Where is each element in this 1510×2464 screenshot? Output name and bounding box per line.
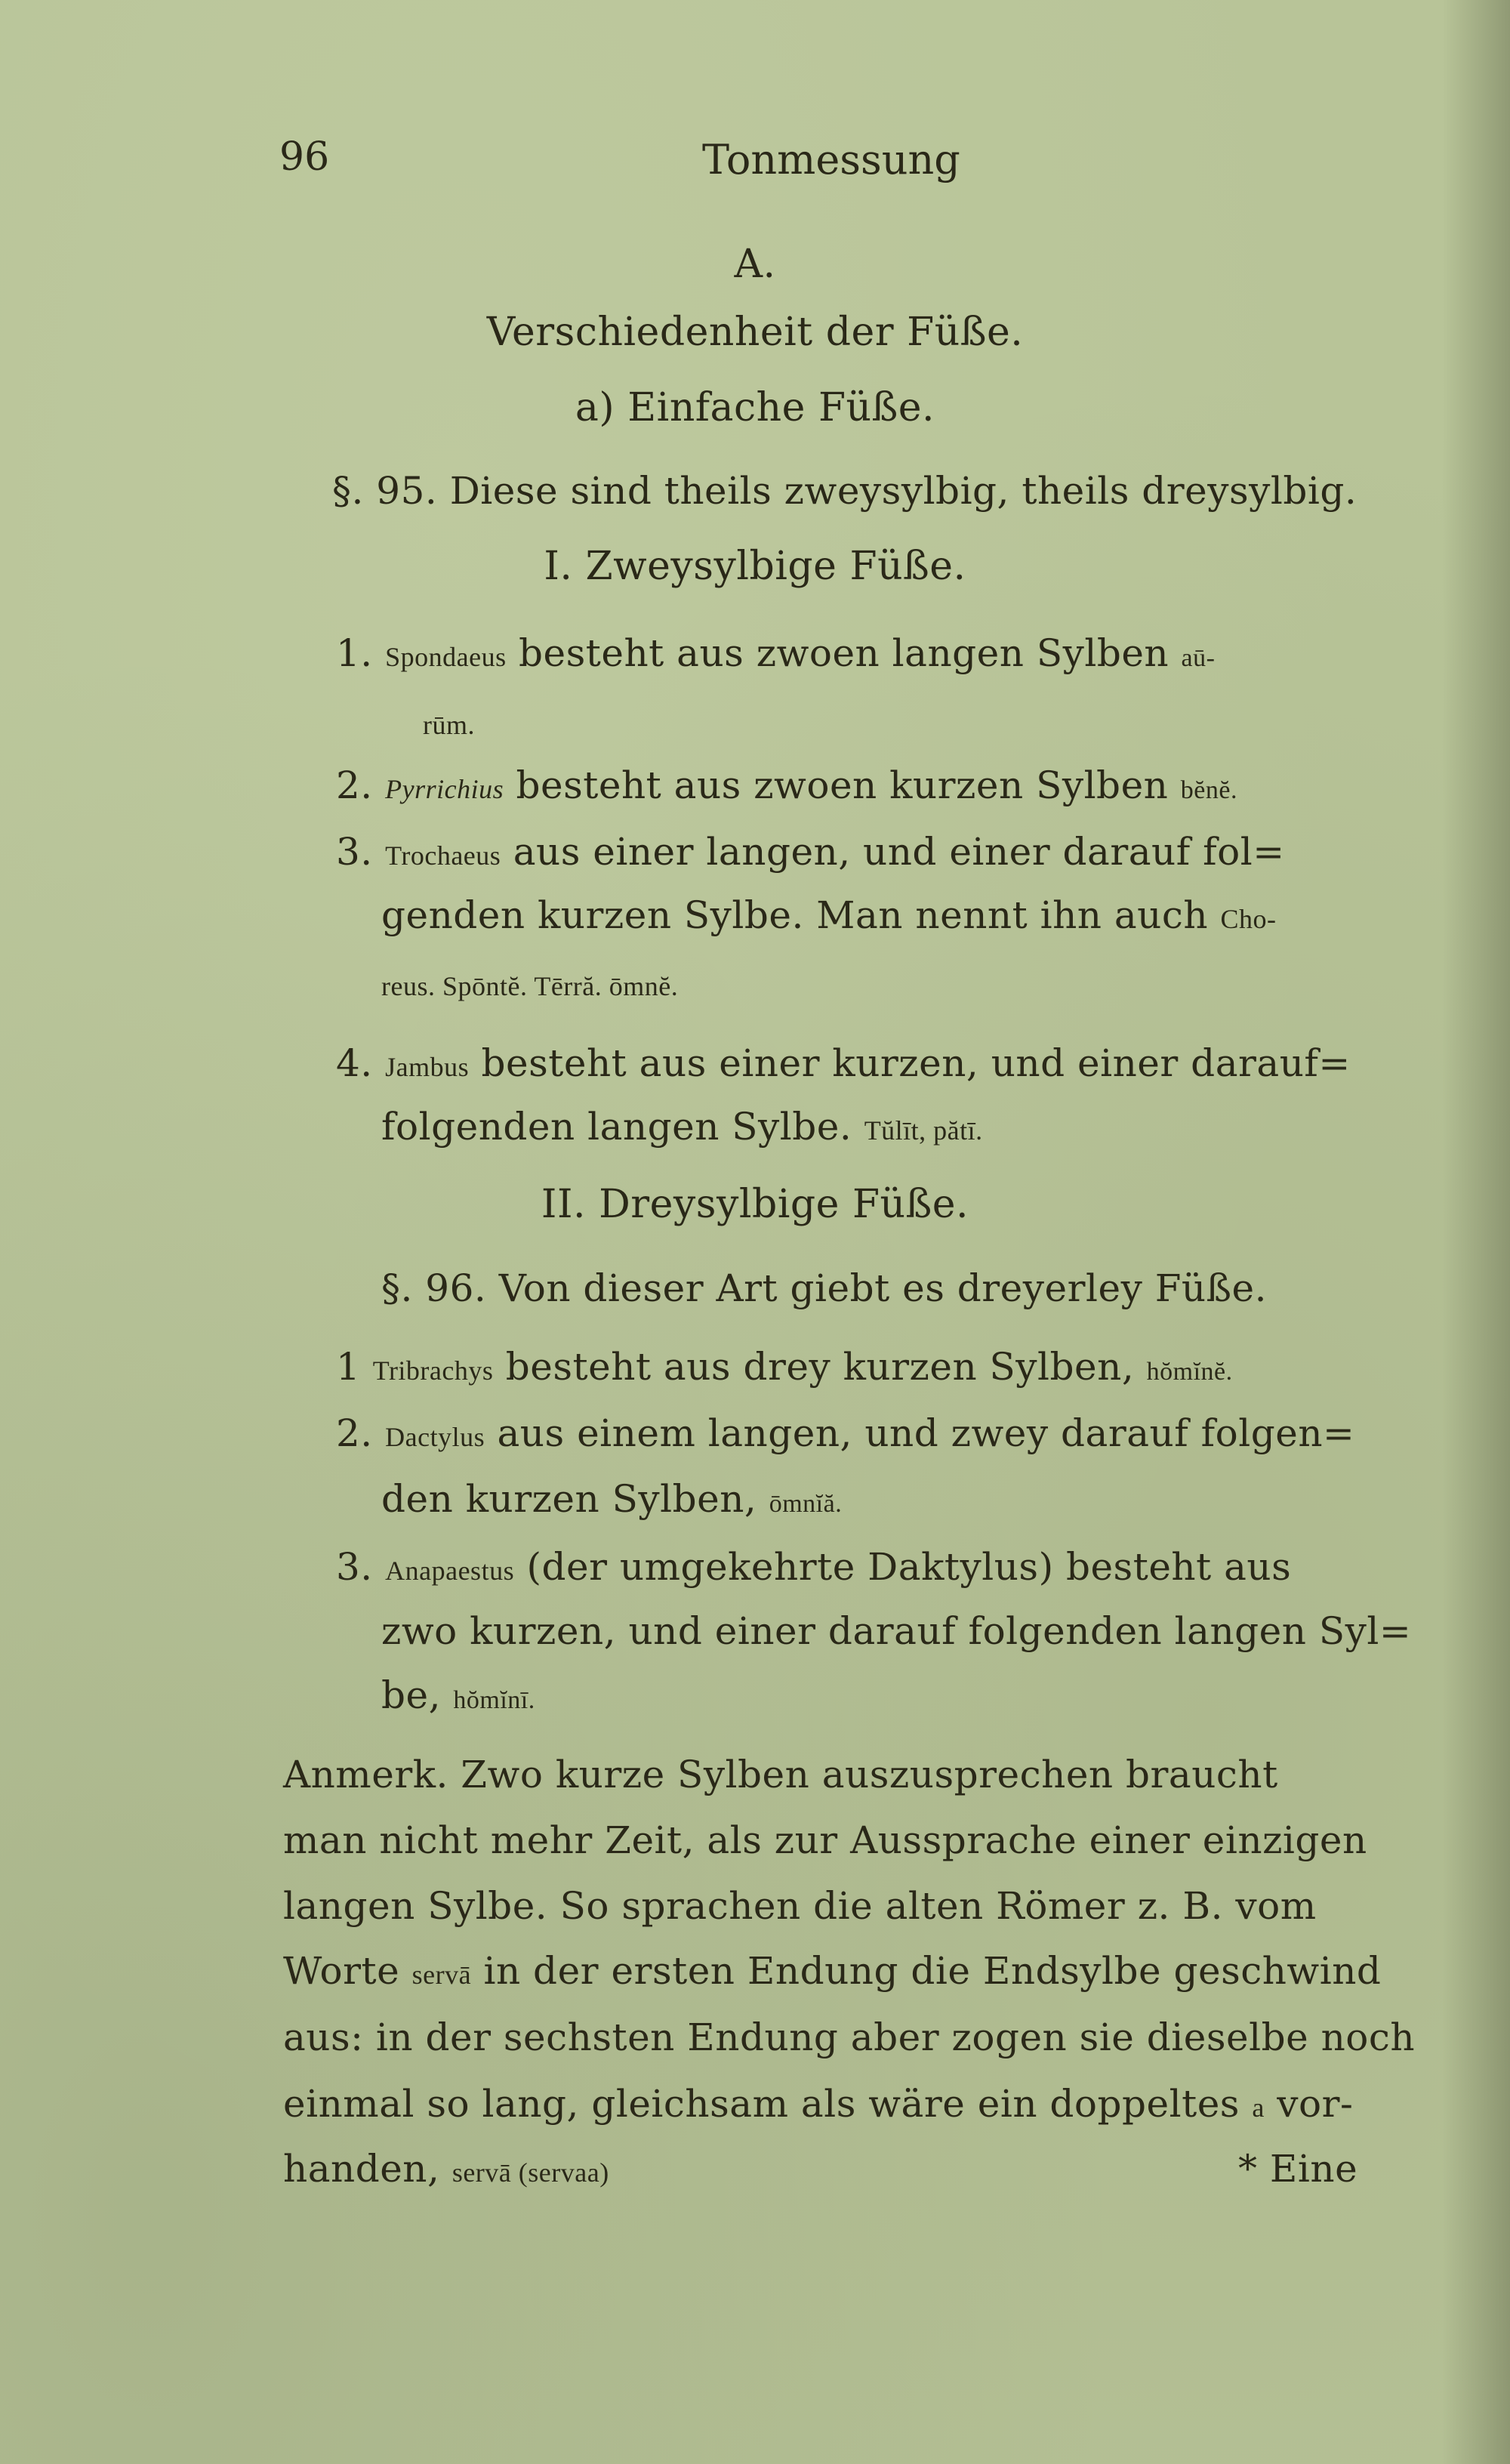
item-trochaeus	[336, 829, 1285, 878]
item-number: 1.	[336, 631, 373, 675]
item-text: besteht aus einer kurzen, und einer darauf=	[481, 1041, 1351, 1085]
item-anapaestus	[336, 1544, 1291, 1593]
latin-example: bĕnĕ.	[1180, 776, 1237, 804]
item-text: besteht aus zwoen kurzen Sylben	[516, 763, 1169, 807]
latin-example: hŏmĭnī.	[453, 1686, 535, 1714]
latin-examples: reus. Spōntĕ. Tērră. ōmnĕ.	[381, 971, 679, 1001]
latin-example: aū-	[1181, 644, 1216, 672]
latin-term: Dactylus	[385, 1422, 485, 1452]
note-text: vor-	[1277, 2082, 1354, 2126]
item-text: besteht aus drey kurzen Sylben,	[505, 1345, 1135, 1389]
latin-word: servā (servaa)	[451, 2157, 609, 2188]
item-number: 1	[336, 1345, 361, 1389]
note-line-4	[283, 1948, 1381, 1997]
heading-three-syllable: II. Dreysylbige Füße.	[541, 1182, 969, 1227]
note-text: in der ersten Endung die Endsylbe geschwind	[483, 1949, 1382, 1993]
item-number: 2.	[336, 1411, 373, 1455]
latin-term: Spondaeus	[385, 642, 507, 672]
item-text: folgenden langen Sylbe.	[381, 1105, 852, 1149]
note-text: Worte	[283, 1949, 400, 1993]
item-anapaestus-line3	[381, 1673, 535, 1723]
section-title: Verschiedenheit der Füße.	[486, 310, 1024, 355]
subsection-title: a) Einfache Füße.	[575, 385, 935, 430]
item-text: genden kurzen Sylbe. Man nennt ihn auch	[381, 893, 1209, 937]
item-tribrachys	[336, 1344, 1233, 1395]
item-trochaeus-line2	[381, 893, 1277, 942]
note-text: einmal so lang, gleichsam als wäre ein doppeltes	[283, 2082, 1240, 2126]
latin-term: Jambus	[385, 1052, 470, 1082]
item-number: 3.	[336, 1545, 373, 1589]
latin-term: Trochaeus	[385, 840, 501, 871]
latin-example: hŏmĭnĕ.	[1146, 1358, 1233, 1386]
item-text: aus einem langen, und zwey darauf folgen=	[497, 1411, 1355, 1455]
running-title: Tonmessung	[702, 136, 960, 183]
note-line-5: aus: in der sechsten Endung aber zogen sie dieselbe noch	[283, 2015, 1416, 2059]
heading-two-syllable: I. Zweysylbige Füße.	[544, 544, 966, 589]
item-number: 3.	[336, 830, 373, 874]
latin-term: Anapaestus	[385, 1556, 515, 1586]
item-text: den kurzen Sylben,	[381, 1477, 757, 1521]
latin-example: ōmnĭă.	[769, 1490, 843, 1518]
paragraph-95: §. 95. Diese sind theils zweysylbig, theils dreysylbig.	[332, 469, 1357, 513]
spine-shadow	[1442, 0, 1510, 2464]
item-jambus	[336, 1041, 1351, 1090]
note-line-3: langen Sylbe. So sprachen die alten Römer z. B. vom	[283, 1884, 1317, 1928]
item-text: besteht aus zwoen langen Sylben	[519, 631, 1169, 675]
latin-letter: a	[1252, 2092, 1265, 2123]
item-dactylus-line2	[381, 1476, 842, 1527]
latin-term: Pyrrichius	[385, 774, 504, 804]
item-dactylus	[336, 1411, 1354, 1460]
item-text: aus einer langen, und einer darauf fol=	[513, 830, 1285, 874]
page-number: 96	[279, 134, 330, 180]
note-line-2: man nicht mehr Zeit, als zur Aussprache einer einzigen	[283, 1818, 1367, 1862]
note-text: handen,	[283, 2147, 440, 2191]
item-jambus-line2	[381, 1104, 983, 1153]
item-number: 2.	[336, 763, 373, 807]
item-spondaeus	[336, 631, 1215, 681]
item-text: (der umgekehrte Daktylus) besteht aus	[526, 1545, 1292, 1589]
item-number: 4.	[336, 1041, 373, 1085]
catchword: * Eine	[1238, 2147, 1358, 2191]
latin-term: Tribrachys	[372, 1355, 494, 1386]
section-letter: A.	[734, 242, 776, 287]
latin-word: servā	[411, 1960, 472, 1990]
item-text: be,	[381, 1673, 441, 1717]
note-line-6	[283, 2081, 1353, 2130]
latin-term: Cho-	[1220, 904, 1277, 934]
latin-example-continued: rūm.	[423, 710, 475, 740]
note-line-7	[283, 2146, 609, 2195]
latin-examples: Tŭlīt, pătī.	[864, 1115, 983, 1146]
item-pyrrichius	[336, 763, 1237, 813]
item-anapaestus-line2: zwo kurzen, und einer darauf folgenden langen Syl=	[381, 1609, 1412, 1653]
note-line-1: Anmerk. Zwo kurze Sylben auszusprechen braucht	[283, 1753, 1278, 1796]
paragraph-96: §. 96. Von dieser Art giebt es dreyerley Füße.	[381, 1266, 1267, 1310]
